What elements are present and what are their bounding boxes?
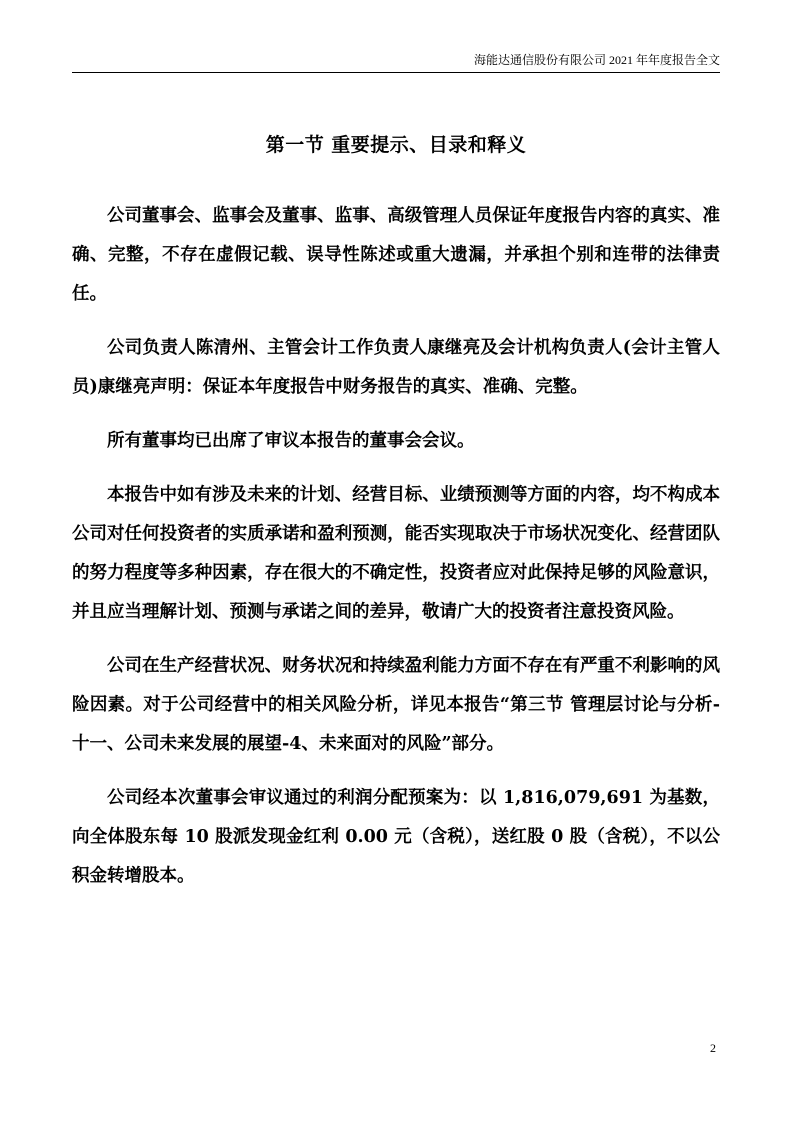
paragraph-profit-distribution: 公司经本次董事会审议通过的利润分配预案为：以 1,816,079,691 为基数，向全体股东每 10 股派发现金红利 0.00 元（含税），送红股 0 股（含税），不以公积金转增股本。 [72, 788, 720, 886]
paragraph-responsibility-statement: 公司董事会、监事会及董事、监事、高级管理人员保证年度报告内容的真实、准确、完整，不存在虚假记载、误导性陈述或重大遗漏，并承担个别和连带的法律责任。 [72, 206, 720, 304]
page-number: 2 [710, 1041, 716, 1055]
paragraph-financial-report-statement: 公司负责人陈清州、主管会计工作负责人康继亮及会计机构负责人(会计主管人员)康继亮声明：保证本年度报告中财务报告的真实、准确、完整。 [72, 338, 720, 397]
paragraph-board-attendance: 所有董事均已出席了审议本报告的董事会会议。 [107, 431, 475, 451]
section-title: 第一节 重要提示、目录和释义 [265, 134, 527, 156]
paragraph-forward-looking-disclaimer: 本报告中如有涉及未来的计划、经营目标、业绩预测等方面的内容，均不构成本公司对任何投资者的实质承诺和盈利预测，能否实现取决于市场状况变化、经营团队的努力程度等多种因素，存在很大的不确定性，投资者应对此保持足够的风险意识，并且应当理解计划、预测与承诺之间的差异，敬请广大的投资者注意投资风险。 [72, 485, 720, 622]
page-header [72, 52, 720, 73]
paragraph-risk-factors: 公司在生产经营状况、财务状况和持续盈利能力方面不存在有严重不利影响的风险因素。对于公司经营中的相关风险分析，详见本报告“第三节 管理层讨论与分析-十一、公司未来发展的展望-4、未来面对的风险”部分。 [72, 656, 720, 754]
body-text [72, 197, 720, 911]
header-text: 海能达通信股份有限公司 2021 年年度报告全文 [473, 53, 720, 67]
